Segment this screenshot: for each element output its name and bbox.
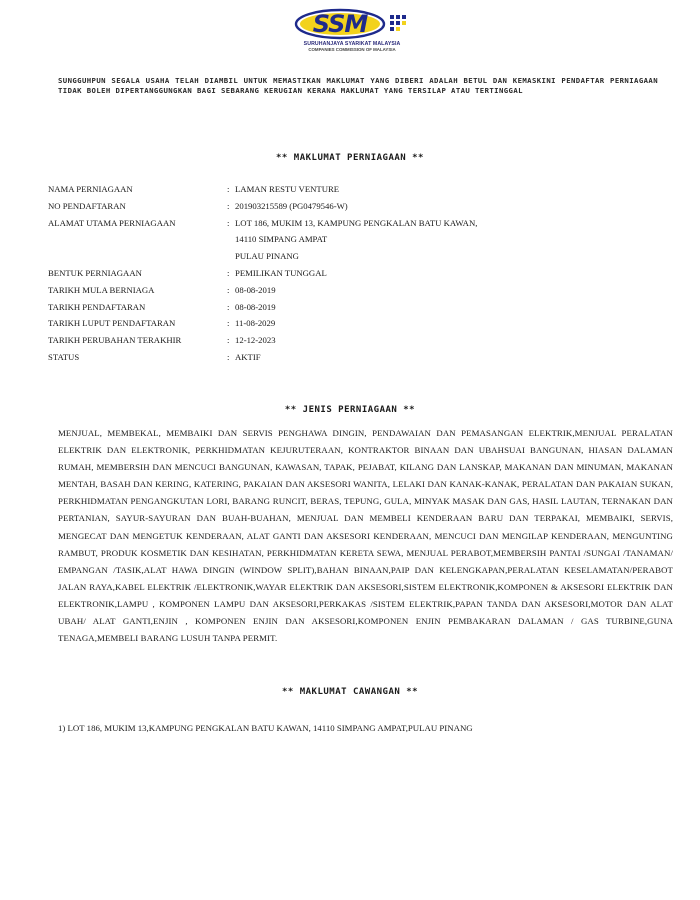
info-separator: : [227, 335, 230, 346]
info-row-business-name [48, 181, 477, 198]
info-label: BENTUK PERNIAGAAN [48, 267, 142, 278]
info-row-last-change-date [48, 332, 477, 349]
info-separator: : [227, 267, 230, 278]
info-row-registration-no [48, 198, 477, 215]
info-value-address [235, 215, 477, 265]
info-label: TARIKH PERUBAHAN TERAKHIR [48, 335, 182, 346]
info-label: TARIKH MULA BERNIAGA [48, 284, 155, 295]
info-separator: : [227, 284, 230, 295]
info-separator: : [227, 217, 230, 228]
branches-heading: ** MAKLUMAT CAWANGAN ** [281, 687, 419, 697]
status-value: AKTIF [235, 351, 261, 362]
business-info-table [48, 181, 477, 366]
info-label: NO PENDAFTARAN [48, 200, 126, 211]
disclaimer-text: SUNGGUHPUN SEGALA USAHA TELAH DIAMBIL UNTUK MEMASTIKAN MAKLUMAT YANG DIBERI ADALAH BETUL DAN KEMASKINI PENDAFTAR PERNIAGAAN TIDAK BOLEH DIPERTANGGUNGKAN BAGI SEBARANG KERUGIAN KERANA MAKLUMAT YANG TERSILAP ATAU TERTINGGAL [58, 76, 658, 95]
info-row-status [48, 349, 477, 366]
business-type-text: MENJUAL, MEMBEKAL, MEMBAIKI DAN SERVIS PENGHAWA DINGIN, PENDAWAIAN DAN PEMASANGAN ELEKTRIK,MENJUAL PERALATAN ELEKTRIK DAN ELEKTRONIK, PERKHIDMATAN KEJURUTERAAN, KONTRAKTOR BINAAN DAN UBAHSUAI BANGUNAN, HIASAN DALAMAN RUMAH, MEMBERSIH DAN MENCUCI BANGUNAN, KAWASAN, TAPAK, PEJABAT, KILANG DAN LANSKAP, MAKANAN DAN MINUMAN, MAKANAN MENTAH, BASAH DAN KERING, KATERING, PAKAIAN DAN AKSESORI WANITA, LELAKI DAN KANAK-KANAK, PERALATAN DAN PAKAIAN SUKAN, PERKHIDMATAN PENGANGKUTAN LORI, BARANG RUNCIT, BERAS, TEPUNG, GULA, MINYAK MASAK DAN GAS, HASIL LAUTAN, TERNAKAN DAN PERTANIAN, SAYUR-SAYURAN DAN BUAH-BUAHAN, MENJUAL DAN MEMBELI KENDERAAN BARU DAN TERPAKAI, MEMBAIKI, SERVIS, MENGECAT DAN MENGETUK KENDERAAN, ALAT GANTI DAN AKSESORI KENDERAAN, MENCUCI DAN MENGILAP KENDERAAN, MENGUNTING RAMBUT, PRODUK KOSMETIK DAN KESIHATAN, PERKHIDMATAN KERETA SEWA, MENJUAL PERABOT,MEMBERSIH PANTAI /SUNGAI /TANAMAN/ EMPANGAN /TASIK,ALAT HAWA DINGIN (WINDOW SPLIT),BAHAN BINAAN,PAIP DAN KELENGKAPAN,PERALATAN KESELAMATAN/PERABOT JALAN RAYA,KABEL ELEKTRIK /ELEKTRONIK,WAYAR ELEKTRIK DAN AKSESORI,SISTEM ELEKTRONIK,KOMPONEN & AKSESORI ELEKTRIK DAN ELEKTRONIK,LAMPU , KOMPONEN LAMPU DAN AKSESORI,PERKAKAS /SISTEM ELEKTRIK,PAPAN TANDA DAN AKSESORI,MOTOR DAN ALAT UBAH/ ALAT GANTI,ENJIN , KOMPONEN ENJIN DAN AKSESORI,KOMPONEN ENJIN PEMBAKARAN DALAMAN / GAS TURBINE,GUNA TENAGA,MEMBELI BARANG LUSUH TANPA PERMIT. [58, 428, 673, 644]
business-type-heading: ** JENIS PERNIAGAAN ** [284, 405, 416, 415]
info-value: LAMAN RESTU VENTURE [235, 184, 340, 194]
info-separator: : [227, 351, 230, 362]
info-value: 11-08-2029 [235, 318, 276, 329]
address-line: 14110 SIMPANG AMPAT [235, 234, 328, 245]
address-line: LOT 186, MUKIM 13, KAMPUNG PENGKALAN BATU KAWAN, [235, 217, 478, 228]
info-value: 08-08-2019 [235, 284, 276, 295]
info-label: STATUS [48, 351, 80, 362]
ssm-logo-text: SSM [312, 10, 368, 38]
info-value: 12-12-2023 [235, 335, 276, 346]
info-row-start-date [48, 282, 477, 299]
info-label: TARIKH PENDAFTARAN [48, 301, 146, 312]
info-separator: : [227, 200, 230, 211]
branch-item: 1) LOT 186, MUKIM 13,KAMPUNG PENGKALAN BATU KAWAN, 14110 SIMPANG AMPAT,PULAU PINANG [58, 723, 473, 733]
info-value: 08-08-2019 [235, 301, 276, 312]
logo-caption-malay: SURUHANJAYA SYARIKAT MALAYSIA [303, 41, 401, 47]
info-separator: : [227, 318, 230, 329]
business-info-heading: ** MAKLUMAT PERNIAGAAN ** [276, 153, 424, 163]
ssm-logo [294, 8, 410, 58]
info-separator: : [227, 301, 230, 312]
info-value: PEMILIKAN TUNGGAL [235, 267, 327, 278]
info-label: TARIKH LUPUT PENDAFTARAN [48, 318, 176, 329]
address-line: PULAU PINANG [235, 251, 299, 262]
info-row-registration-date [48, 299, 477, 316]
info-label: NAMA PERNIAGAAN [48, 184, 133, 194]
info-label: ALAMAT UTAMA PERNIAGAAN [48, 217, 176, 228]
info-separator: : [227, 184, 230, 194]
info-row-business-form [48, 265, 477, 282]
info-row-expiry-date [48, 315, 477, 332]
info-row-address [48, 215, 477, 265]
ssm-logo-graphic [294, 8, 410, 42]
info-value: 201903215589 (PG0479546-W) [235, 200, 348, 211]
logo-caption-english: COMPANIES COMMISSION OF MALAYSIA [308, 47, 396, 52]
